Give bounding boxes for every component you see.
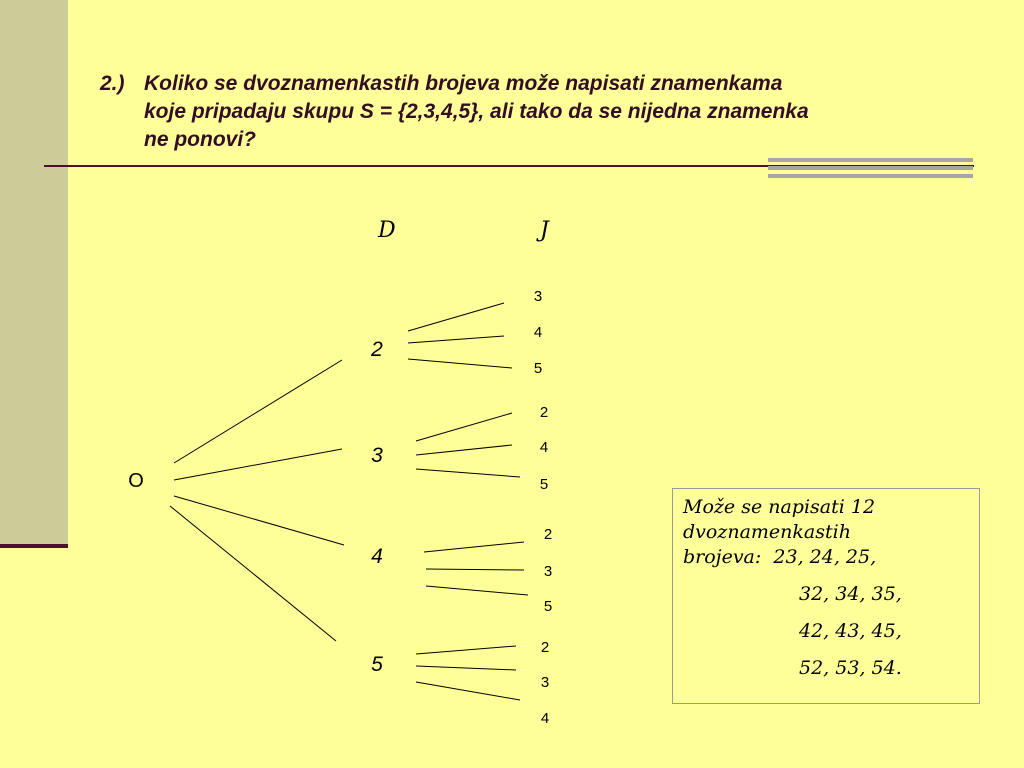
units-digit-label: 4	[540, 710, 550, 727]
root-edge	[174, 360, 342, 463]
answer-line	[683, 545, 969, 570]
units-digit-label: 4	[539, 439, 549, 456]
units-digit-label: 4	[533, 324, 543, 341]
problem-number: 2.)	[100, 72, 125, 95]
units-digit-label: 3	[540, 674, 550, 691]
answer-lead: brojeva:	[683, 546, 762, 568]
tens-digit-label: 4	[371, 545, 383, 568]
units-column-label: J	[540, 218, 549, 243]
answer-box	[672, 488, 980, 704]
branch-edge	[416, 413, 512, 441]
answer-numbers: 42, 43, 45,	[799, 620, 902, 642]
answer-line: Može se napisati 12	[683, 496, 876, 518]
branch-edge	[426, 586, 528, 595]
problem-line: ne ponovi?	[144, 128, 256, 151]
answer-numbers: 52, 53, 54.	[799, 657, 902, 679]
tens-column-label: D	[378, 218, 396, 243]
units-digit-label: 3	[543, 563, 553, 580]
root-edge	[170, 506, 336, 641]
problem-line: koje pripadaju skupu S = {2,3,4,5}, ali tako da se nijedna znamenka	[144, 100, 809, 123]
branch-edge	[408, 336, 504, 343]
units-digit-label: 2	[540, 639, 550, 656]
branch-edge	[416, 646, 516, 654]
tens-digit-label: 2	[371, 338, 383, 361]
branch-edge	[408, 359, 512, 368]
answer-line: dvoznamenkastih	[683, 521, 851, 543]
branch-edge	[416, 469, 520, 477]
problem-line: Koliko se dvoznamenkastih brojeva može napisati znamenkama	[144, 72, 783, 95]
tens-digit-label: 5	[371, 653, 383, 676]
units-digit-label: 2	[539, 404, 549, 421]
answer-numbers: 32, 34, 35,	[799, 583, 902, 605]
branch-edge	[408, 303, 504, 331]
units-digit-label: 5	[543, 598, 553, 615]
branch-edge	[416, 666, 516, 670]
branch-edge	[416, 445, 512, 455]
units-digit-label: 3	[533, 288, 543, 305]
units-digit-label: 2	[543, 526, 553, 543]
branch-edge	[426, 569, 524, 570]
units-digit-label: 5	[539, 476, 549, 493]
branch-edge	[424, 542, 524, 552]
root-edge	[174, 449, 342, 480]
tens-digit-label: 3	[371, 444, 383, 467]
tree-root-label: O	[128, 470, 144, 492]
branch-edge	[416, 682, 520, 700]
units-digit-label: 5	[533, 360, 543, 377]
answer-numbers: 23, 24, 25,	[773, 546, 877, 568]
root-edge	[174, 496, 344, 545]
